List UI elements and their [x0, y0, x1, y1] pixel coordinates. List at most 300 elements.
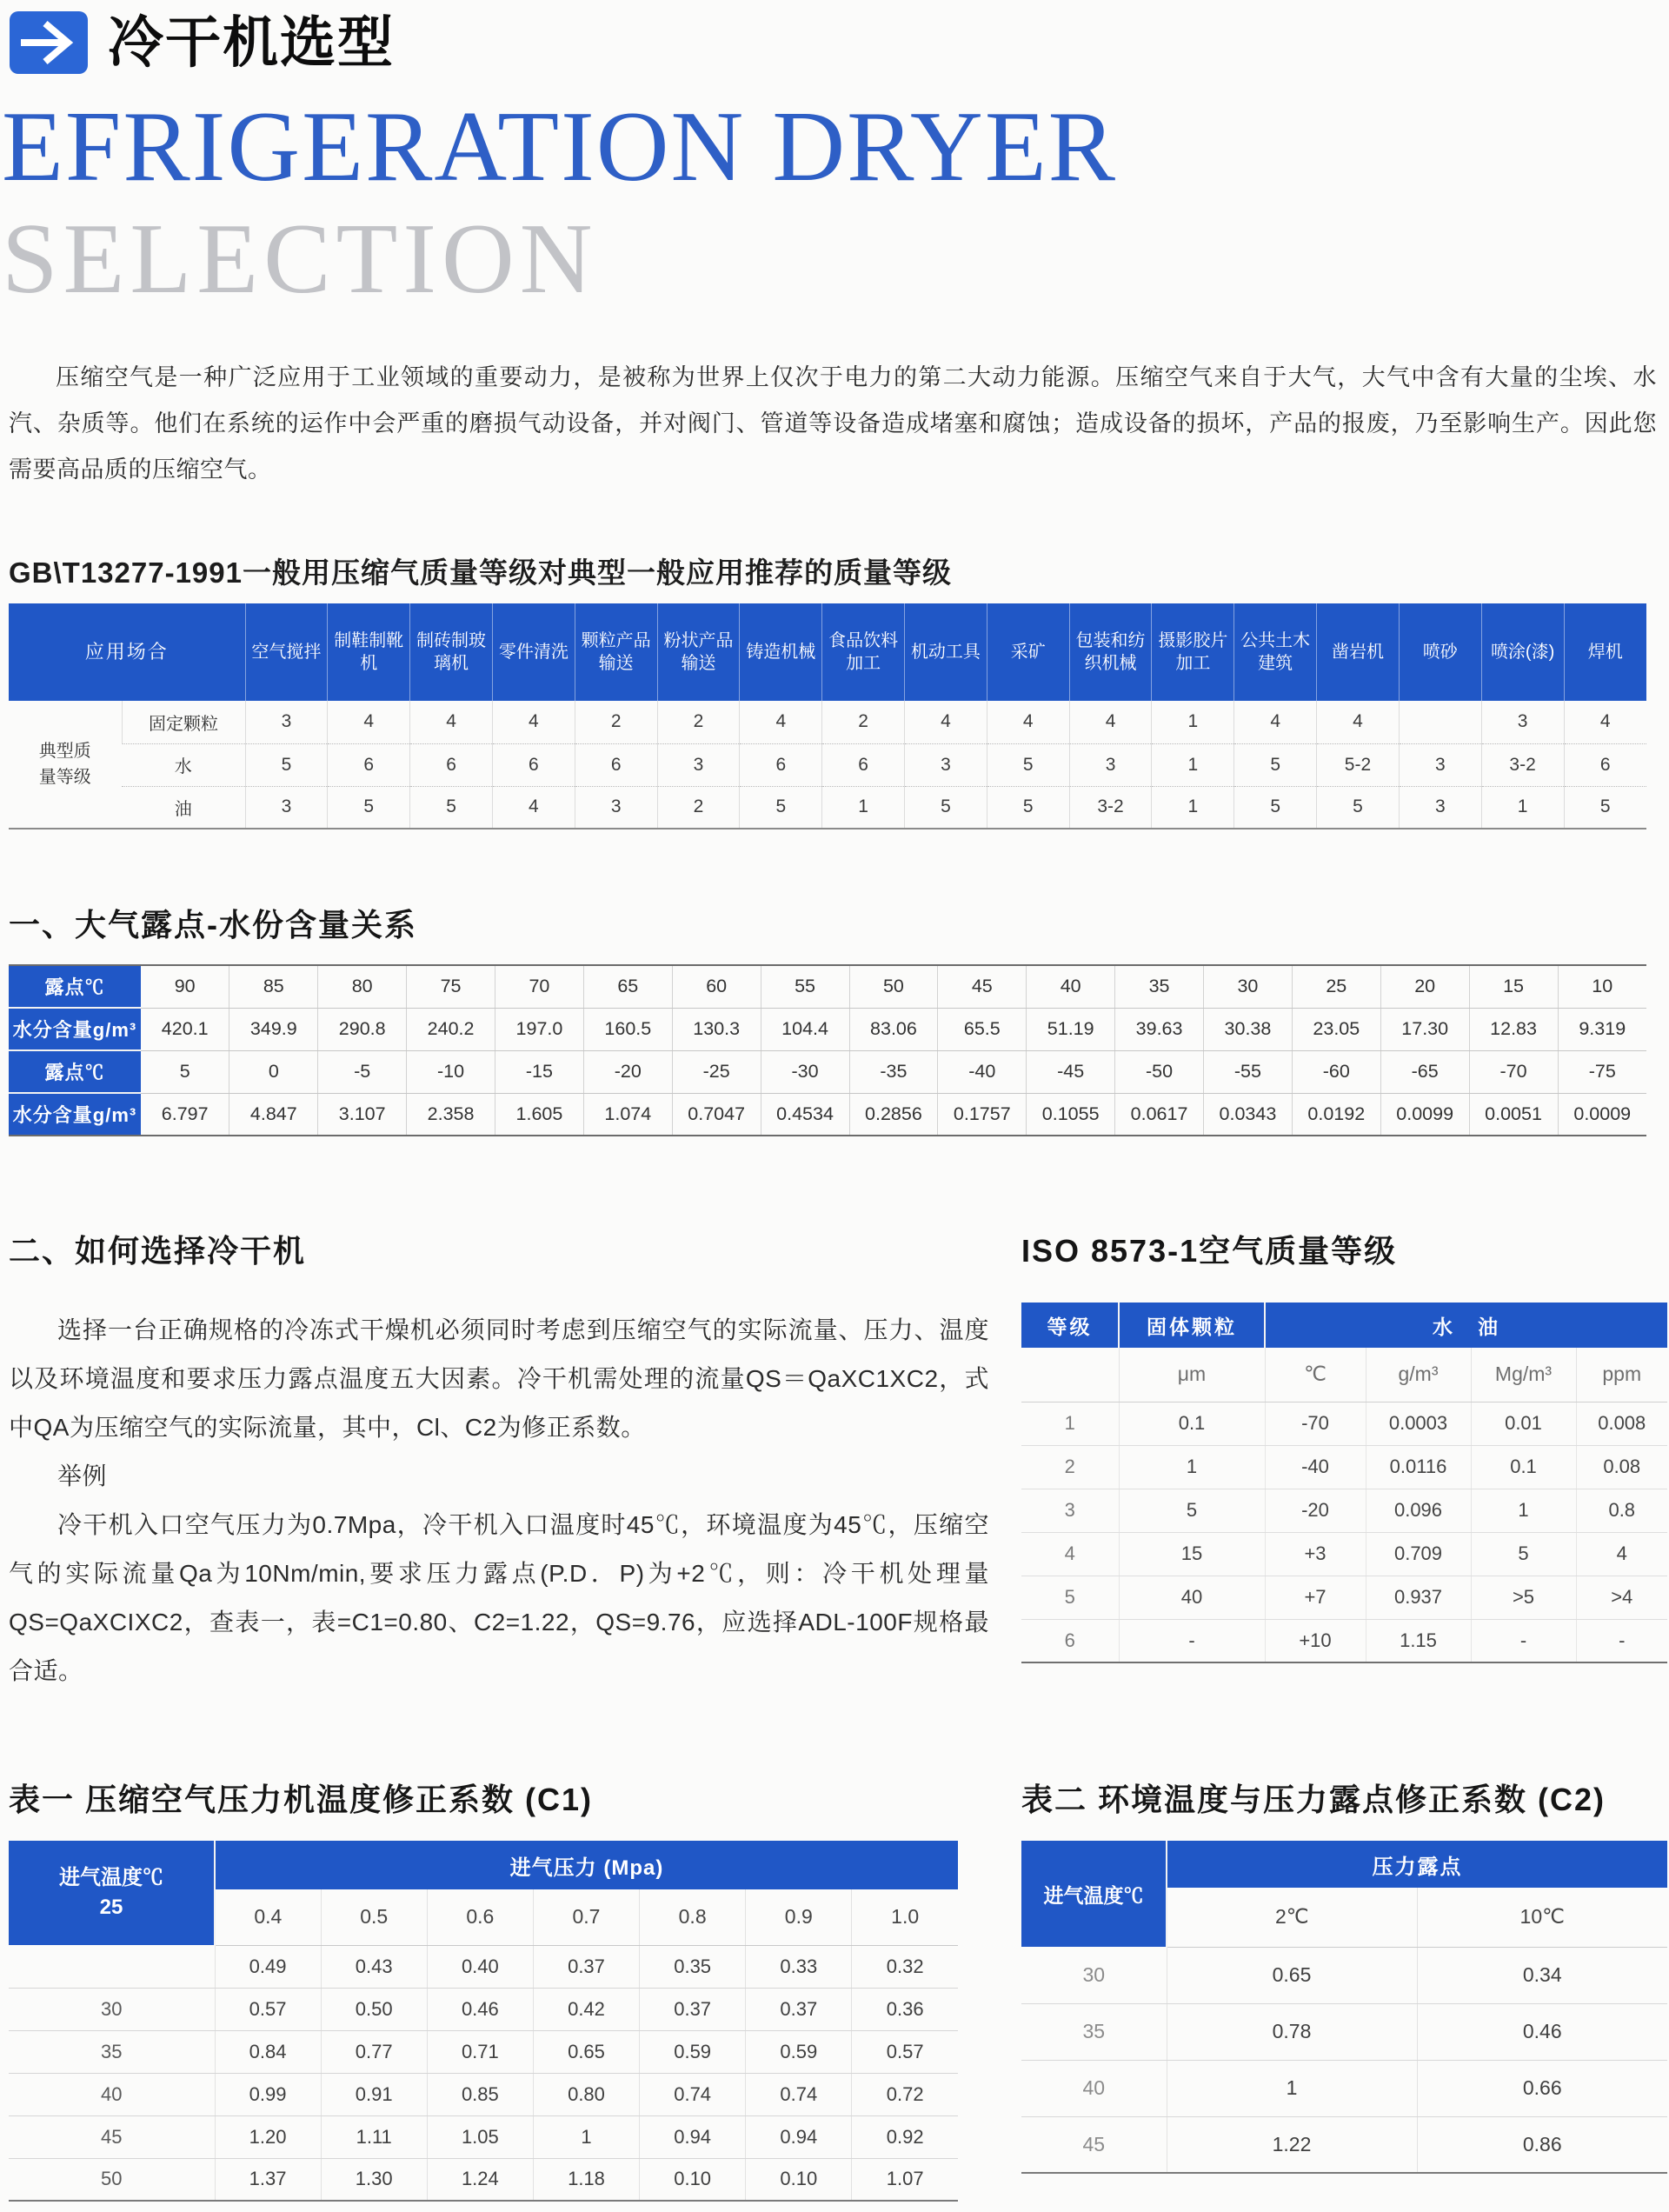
dewpoint-cell: 30.38	[1204, 1008, 1293, 1050]
grades-column-header: 公共土木建筑	[1234, 603, 1317, 701]
dewpoint-row-label: 水分含量g/m³	[9, 1093, 141, 1136]
grades-cell: 3-2	[1481, 743, 1564, 786]
dewpoint-cell: 0.1757	[938, 1093, 1027, 1136]
c1-pressure-cell: 1.0	[852, 1889, 958, 1945]
grades-cell: 6	[410, 743, 493, 786]
c2-row	[1021, 2060, 1667, 2116]
dewpoint-cell: 0.0617	[1115, 1093, 1204, 1136]
grades-cell: 5-2	[1317, 743, 1400, 786]
dewpoint-cell: 0.0051	[1469, 1093, 1558, 1136]
iso-cell: +10	[1265, 1619, 1366, 1662]
c1-cell: 0.50	[321, 1988, 427, 2030]
dewpoint-cell: 160.5	[583, 1008, 672, 1050]
table-c1-title: 表一 压缩空气压力机温度修正系数 (C1)	[9, 1782, 594, 1817]
dewpoint-section-title: 一、大气露点-水份含量关系	[9, 907, 417, 943]
dewpoint-cell: 2.358	[407, 1093, 495, 1136]
grades-cell: 3	[1399, 786, 1481, 829]
grades-cell: 3	[1399, 743, 1481, 786]
c1-pressure-cell: 0.7	[533, 1889, 639, 1945]
c2-cell: 1.22	[1167, 2116, 1417, 2173]
dewpoint-cell: -5	[318, 1050, 407, 1093]
grades-cell: 4	[492, 701, 575, 743]
dewpoint-cell: 0.0192	[1292, 1093, 1380, 1136]
iso-cell: 0.709	[1366, 1532, 1471, 1576]
c1-row	[9, 2073, 958, 2115]
c1-cell: 1.11	[321, 2115, 427, 2158]
c1-cell: 1	[533, 2115, 639, 2158]
c2-cell: 0.78	[1167, 2003, 1417, 2060]
grades-cell	[1399, 701, 1481, 743]
c2-header-row	[1021, 1841, 1667, 1888]
grades-cell: 6	[822, 743, 905, 786]
dewpoint-cell: 0.4534	[761, 1093, 849, 1136]
c1-cell: 0.40	[427, 1945, 533, 1988]
c1-cell: 0.94	[640, 2115, 746, 2158]
c1-cell: 0.85	[427, 2073, 533, 2115]
grades-cell: 5	[328, 786, 410, 829]
grades-cell: 2	[575, 701, 657, 743]
dewpoint-cell: 85	[229, 965, 318, 1008]
grades-cell: 5	[1234, 786, 1317, 829]
c2-cell: 0.86	[1417, 2116, 1667, 2173]
dewpoint-cell: 0.1055	[1027, 1093, 1115, 1136]
iso-cell: 1	[1021, 1402, 1119, 1445]
dewpoint-cell: 15	[1469, 965, 1558, 1008]
iso-column	[1021, 1227, 1667, 1663]
dewpoint-cell: -20	[583, 1050, 672, 1093]
dewpoint-cell: 55	[761, 965, 849, 1008]
iso-cell: 0.0116	[1366, 1445, 1471, 1489]
dewpoint-cell: 75	[407, 965, 495, 1008]
c2-row	[1021, 1947, 1667, 2003]
c1-cell: 0.10	[746, 2158, 852, 2201]
dewpoint-cell: 0.7047	[672, 1093, 761, 1136]
c1-cell: 0.59	[640, 2030, 746, 2073]
grades-column-header: 粉状产品输送	[657, 603, 740, 701]
c2-cell: 0.65	[1167, 1947, 1417, 2003]
dewpoint-cell: -25	[672, 1050, 761, 1093]
iso-cell: 40	[1119, 1576, 1265, 1619]
c1-cell: 0.74	[746, 2073, 852, 2115]
c1-cell: 0.33	[746, 1945, 852, 1988]
c1-cell: 0.59	[746, 2030, 852, 2073]
c2-row-label: 40	[1021, 2060, 1167, 2116]
c2-dewpoint-cell: 10℃	[1417, 1888, 1667, 1947]
iso-unit-cell: μm	[1119, 1348, 1265, 1402]
iso-cell: 0.937	[1366, 1576, 1471, 1619]
c1-row-label: 50	[101, 2168, 123, 2190]
c1-cell: 1.20	[215, 2115, 321, 2158]
dewpoint-cell: 90	[141, 965, 229, 1008]
c1-cell: 0.42	[533, 1988, 639, 2030]
iso-header-water-oil: 水 油	[1265, 1303, 1667, 1348]
dewpoint-cell: 0.0343	[1204, 1093, 1293, 1136]
dewpoint-cell: 70	[495, 965, 584, 1008]
c2-row	[1021, 2003, 1667, 2060]
c1-pressure-cell: 0.9	[746, 1889, 852, 1945]
dewpoint-cell: 40	[1027, 965, 1115, 1008]
dewpoint-cell: 80	[318, 965, 407, 1008]
c1-corner-line1: 进气温度℃	[59, 1866, 163, 1889]
grades-cell: 5	[740, 786, 822, 829]
grades-cell: 3	[905, 743, 987, 786]
dewpoint-cell: 10	[1558, 965, 1646, 1008]
grades-row-label: 水	[122, 743, 245, 786]
grades-cell: 1	[822, 786, 905, 829]
dewpoint-cell: -60	[1292, 1050, 1380, 1093]
grades-row	[9, 743, 1646, 786]
grades-column-header: 颗粒产品输送	[575, 603, 657, 701]
grades-cell: 4	[740, 701, 822, 743]
c1-cell: 0.99	[215, 2073, 321, 2115]
dewpoint-cell: 25	[1292, 965, 1380, 1008]
c1-row	[9, 2030, 958, 2073]
dewpoint-cell: 240.2	[407, 1008, 495, 1050]
grades-cell: 6	[492, 743, 575, 786]
grades-cell: 3	[575, 786, 657, 829]
dewpoint-cell: -35	[849, 1050, 938, 1093]
dewpoint-row	[9, 965, 1646, 1008]
iso-units-row	[1021, 1348, 1667, 1402]
iso-cell: -20	[1265, 1489, 1366, 1532]
grades-cell: 4	[987, 701, 1069, 743]
c2-correction-table	[1021, 1841, 1667, 2174]
c2-group-header: 压力露点	[1167, 1841, 1667, 1888]
page-title: 冷干机选型	[108, 11, 395, 74]
grades-table-title: GB\T13277-1991一般用压缩气质量等级对典型一般应用推荐的质量等级	[9, 556, 952, 589]
grades-column-header: 铸造机械	[740, 603, 822, 701]
dewpoint-cell: 6.797	[161, 1103, 209, 1124]
grades-cell: 2	[657, 701, 740, 743]
grades-row-label: 油	[174, 799, 192, 819]
dewpoint-cell: 12.83	[1469, 1008, 1558, 1050]
iso-unit-cell: Mg/m³	[1471, 1348, 1576, 1402]
dewpoint-cell: 60	[672, 965, 761, 1008]
grades-column-header: 零件清洗	[492, 603, 575, 701]
grades-row	[9, 786, 1646, 829]
grades-cell: 5	[410, 786, 493, 829]
c1-cell: 0.43	[321, 1945, 427, 1988]
grades-cell: 4	[905, 701, 987, 743]
iso-cell: -	[1471, 1619, 1576, 1662]
iso-cell: 2	[1021, 1445, 1119, 1489]
c1-row-label	[9, 1945, 215, 1988]
bottom-section	[9, 1776, 1659, 2202]
iso-table-title: ISO 8573-1空气质量等级	[1021, 1233, 1398, 1269]
iso-row	[1021, 1445, 1667, 1489]
grades-column-header: 喷涂(漆)	[1481, 603, 1564, 701]
dewpoint-cell: -55	[1204, 1050, 1293, 1093]
table-c2-column	[1021, 1776, 1667, 2174]
c2-row-label: 45	[1082, 2132, 1106, 2155]
c2-cell: 0.34	[1417, 1947, 1667, 2003]
intro-paragraph: 压缩空气是一种广泛应用于工业领域的重要动力，是被称为世界上仅次于电力的第二大动力能源。压缩空气来自于大气，大气中含有大量的尘埃、水汽、杂质等。他们在系统的运作中会严重的磨损气动设备，并对阀门、管道等设备造成堵塞和腐蚀；造成设备的损坏，产品的报废，乃至影响生产。因此您需要高品质的压缩空气。	[9, 364, 1657, 483]
dewpoint-cell: 104.4	[761, 1008, 849, 1050]
c1-cell: 1.18	[533, 2158, 639, 2201]
iso-cell: 5	[1119, 1489, 1265, 1532]
page-subtitle-en: SELECTION	[2, 203, 598, 315]
dewpoint-cell: 0	[229, 1050, 318, 1093]
iso-air-quality-table	[1021, 1303, 1667, 1663]
dewpoint-table	[9, 964, 1646, 1136]
dewpoint-cell: 51.19	[1027, 1008, 1115, 1050]
dewpoint-cell: -50	[1115, 1050, 1204, 1093]
c1-cell: 0.80	[533, 2073, 639, 2115]
dewpoint-cell: 290.8	[318, 1008, 407, 1050]
grades-column-header: 机动工具	[905, 603, 987, 701]
dewpoint-cell: 1.605	[495, 1093, 584, 1136]
c1-row-label: 40	[9, 2073, 215, 2115]
iso-unit-cell: ℃	[1265, 1348, 1366, 1402]
grades-cell: 5	[1564, 786, 1646, 829]
c1-corner-line2: 25	[99, 1896, 123, 1919]
dewpoint-cell: 4.847	[229, 1093, 318, 1136]
grades-column-header: 摄影胶片加工	[1152, 603, 1234, 701]
iso-cell: -	[1576, 1619, 1667, 1662]
iso-cell: -70	[1265, 1402, 1366, 1445]
iso-cell: 6	[1064, 1629, 1075, 1651]
grades-cell: 1	[1152, 701, 1234, 743]
grades-row	[9, 701, 1646, 743]
dewpoint-cell: 35	[1115, 965, 1204, 1008]
grades-cell: 3	[245, 701, 328, 743]
dewpoint-cell: 3.107	[318, 1093, 407, 1136]
dewpoint-cell: 23.05	[1292, 1008, 1380, 1050]
iso-cell: +7	[1265, 1576, 1366, 1619]
dewpoint-cell: 0.0009	[1558, 1093, 1646, 1136]
iso-cell: 0.008	[1576, 1402, 1667, 1445]
grades-cell: 6	[1564, 743, 1646, 786]
grades-cell: 3	[245, 786, 328, 829]
c2-cell: 1	[1167, 2060, 1417, 2116]
iso-header-particles: 固体颗粒	[1119, 1303, 1265, 1348]
iso-cell: 4	[1021, 1532, 1119, 1576]
dewpoint-cell: 17.30	[1380, 1008, 1469, 1050]
iso-unit-cell: ppm	[1576, 1348, 1667, 1402]
dewpoint-cell: -40	[938, 1050, 1027, 1093]
grades-column-header: 食品饮料加工	[822, 603, 905, 701]
grades-cell: 6	[740, 743, 822, 786]
iso-header-grade: 等级	[1021, 1303, 1119, 1348]
iso-cell: 4	[1576, 1532, 1667, 1576]
iso-row	[1021, 1619, 1667, 1662]
grades-cell: 4	[1317, 701, 1400, 743]
dewpoint-cell: 0.0099	[1380, 1093, 1469, 1136]
c1-row	[9, 1988, 958, 2030]
grades-cell: 6	[575, 743, 657, 786]
iso-unit-cell: g/m³	[1366, 1348, 1471, 1402]
middle-section	[9, 1227, 1659, 1696]
dewpoint-row	[9, 1050, 1646, 1093]
c1-cell: 1.05	[427, 2115, 533, 2158]
c1-cell: 0.71	[427, 2030, 533, 2073]
iso-cell: 1	[1119, 1445, 1265, 1489]
iso-row	[1021, 1402, 1667, 1445]
c1-cell: 1.24	[427, 2158, 533, 2201]
grades-cell: 6	[328, 743, 410, 786]
grades-cell: 5	[1317, 786, 1400, 829]
c1-cell: 0.77	[321, 2030, 427, 2073]
c1-pressure-cell: 0.6	[427, 1889, 533, 1945]
c1-corner-header	[9, 1841, 215, 1945]
grades-cell: 4	[1234, 701, 1317, 743]
c2-dewpoint-cell: 2℃	[1167, 1888, 1417, 1947]
grades-column-header: 采矿	[987, 603, 1069, 701]
c1-cell: 0.35	[640, 1945, 746, 1988]
dewpoint-cell: -30	[761, 1050, 849, 1093]
iso-row	[1021, 1489, 1667, 1532]
dewpoint-cell: 20	[1380, 965, 1469, 1008]
grades-cell: 3	[1069, 743, 1152, 786]
grades-column-header: 喷砂	[1399, 603, 1481, 701]
arrow-right-icon	[9, 10, 89, 75]
iso-cell: >4	[1576, 1576, 1667, 1619]
c1-cell: 0.37	[533, 1945, 639, 1988]
c2-corner-header: 进气温度℃	[1021, 1841, 1167, 1947]
c1-row-label: 30	[9, 1988, 215, 2030]
dewpoint-cell: -70	[1469, 1050, 1558, 1093]
c1-cell: 0.84	[215, 2030, 321, 2073]
grades-cell: 5	[245, 743, 328, 786]
table-c1-column	[9, 1776, 989, 2202]
c1-cell: 1.30	[321, 2158, 427, 2201]
c1-cell: 0.57	[852, 2030, 958, 2073]
grades-corner-header: 应用场合	[9, 603, 245, 701]
c1-row	[9, 2158, 958, 2201]
dewpoint-row	[9, 1093, 1646, 1136]
iso-cell: 0.01	[1471, 1402, 1576, 1445]
c1-cell: 1.37	[215, 2158, 321, 2201]
grades-column-header: 空气搅拌	[245, 603, 328, 701]
dewpoint-cell: 5	[141, 1050, 229, 1093]
c2-row-label: 30	[1021, 1947, 1167, 2003]
dewpoint-cell: 45	[938, 965, 1027, 1008]
iso-cell: >5	[1471, 1576, 1576, 1619]
dewpoint-row-label: 露点℃	[9, 965, 141, 1008]
iso-cell: 15	[1119, 1532, 1265, 1576]
grades-cell: 4	[328, 701, 410, 743]
dewpoint-row-label: 水分含量g/m³	[9, 1008, 141, 1050]
c1-cell: 0.94	[746, 2115, 852, 2158]
c1-row	[9, 2115, 958, 2158]
dewpoint-cell: -15	[495, 1050, 584, 1093]
iso-unit-cell	[1021, 1348, 1119, 1402]
c1-cell: 0.91	[321, 2073, 427, 2115]
grades-column-header: 焊机	[1564, 603, 1646, 701]
selection-paragraph: 选择一台正确规格的冷冻式干燥机必须同时考虑到压缩空气的实际流量、压力、温度以及环境温度和要求压力露点温度五大因素。冷干机需处理的流量QS＝QaXC1XC2，式中QA为压缩空气的实际流量，其中，Cl、C2为修正系数。	[9, 1316, 989, 1441]
c1-correction-table	[9, 1841, 958, 2202]
iso-cell: 0.8	[1576, 1489, 1667, 1532]
iso-cell: 0.1	[1119, 1402, 1265, 1445]
iso-cell: +3	[1265, 1532, 1366, 1576]
dewpoint-cell: -65	[1380, 1050, 1469, 1093]
iso-header-row	[1021, 1303, 1667, 1348]
iso-cell: 1.15	[1366, 1619, 1471, 1662]
iso-cell: 1	[1471, 1489, 1576, 1532]
c2-row-label: 35	[1021, 2003, 1167, 2060]
page-title-en: EFRIGERATION DRYER	[2, 91, 1118, 203]
c1-pressure-cell: 0.4	[215, 1889, 321, 1945]
c1-row-label: 45	[9, 2115, 215, 2158]
c1-header-row	[9, 1841, 958, 1889]
c1-pressure-cell: 0.5	[321, 1889, 427, 1945]
dewpoint-cell: 420.1	[141, 1008, 229, 1050]
grades-cell: 5	[905, 786, 987, 829]
c1-cell: 0.57	[215, 1988, 321, 2030]
dewpoint-cell: 130.3	[672, 1008, 761, 1050]
dewpoint-cell: 65.5	[938, 1008, 1027, 1050]
grades-cell: 3	[657, 743, 740, 786]
c1-cell: 0.72	[852, 2073, 958, 2115]
grades-cell: 4	[410, 701, 493, 743]
c1-cell: 0.36	[852, 1988, 958, 2030]
grades-cell: 5	[987, 743, 1069, 786]
c1-cell: 0.10	[640, 2158, 746, 2201]
grades-cell: 4	[1069, 701, 1152, 743]
grades-cell: 3	[1481, 701, 1564, 743]
dewpoint-cell: -10	[407, 1050, 495, 1093]
dewpoint-cell: 349.9	[229, 1008, 318, 1050]
iso-cell: 0.08	[1576, 1445, 1667, 1489]
dewpoint-cell: 0.2856	[849, 1093, 938, 1136]
dewpoint-row	[9, 1008, 1646, 1050]
quality-grades-table	[9, 603, 1646, 830]
example-paragraph: 冷干机入口空气压力为0.7Mpa，冷干机入口温度时45℃，环境温度为45℃，压缩空气的实际流量Qa为10Nm/min,要求压力露点(P.D．P)为+2℃，则：冷干机处理量QS=QaXCIXC2，查表一，表=C1=0.80、C2=1.22，QS=9.76，应选择ADL-100F规格最合适。	[9, 1511, 989, 1684]
grades-column-header: 凿岩机	[1317, 603, 1400, 701]
grades-cell: 2	[822, 701, 905, 743]
dewpoint-row-label: 露点℃	[9, 1050, 141, 1093]
c1-row	[9, 1945, 958, 1988]
dewpoint-cell: 30	[1204, 965, 1293, 1008]
c1-cell: 0.65	[533, 2030, 639, 2073]
grades-cell: 3-2	[1069, 786, 1152, 829]
iso-cell: 3	[1021, 1489, 1119, 1532]
grades-cell: 5	[987, 786, 1069, 829]
c2-cell: 0.66	[1417, 2060, 1667, 2116]
dewpoint-cell: 39.63	[1115, 1008, 1204, 1050]
dewpoint-cell: 83.06	[849, 1008, 938, 1050]
c1-group-header: 进气压力 (Mpa)	[215, 1841, 958, 1889]
c1-row-label: 35	[9, 2030, 215, 2073]
grades-cell: 1	[1481, 786, 1564, 829]
c1-cell: 0.32	[852, 1945, 958, 1988]
c1-cell: 0.46	[427, 1988, 533, 2030]
iso-cell: 5	[1021, 1576, 1119, 1619]
iso-row	[1021, 1532, 1667, 1576]
iso-cell: 0.1	[1471, 1445, 1576, 1489]
grades-cell: 2	[657, 786, 740, 829]
c1-cell: 0.74	[640, 2073, 746, 2115]
page-header	[2, 10, 1659, 315]
grades-cell: 4	[492, 786, 575, 829]
iso-cell: 5	[1471, 1532, 1576, 1576]
iso-cell: 0.096	[1366, 1489, 1471, 1532]
grades-group-label: 典型质量等级	[9, 701, 122, 829]
c2-row	[1021, 2116, 1667, 2173]
dewpoint-cell: -45	[1027, 1050, 1115, 1093]
iso-row	[1021, 1576, 1667, 1619]
c1-cell: 0.49	[215, 1945, 321, 1988]
dewpoint-cell: 50	[849, 965, 938, 1008]
iso-cell: -40	[1265, 1445, 1366, 1489]
table-c2-title: 表二 环境温度与压力露点修正系数 (C2)	[1021, 1782, 1606, 1817]
c1-pressure-cell: 0.8	[640, 1889, 746, 1945]
grades-column-header: 制砖制玻璃机	[410, 603, 493, 701]
c1-cell: 0.37	[746, 1988, 852, 2030]
selection-howto-column	[9, 1227, 989, 1696]
example-label: 举例	[57, 1462, 108, 1489]
dewpoint-cell: 197.0	[495, 1008, 584, 1050]
